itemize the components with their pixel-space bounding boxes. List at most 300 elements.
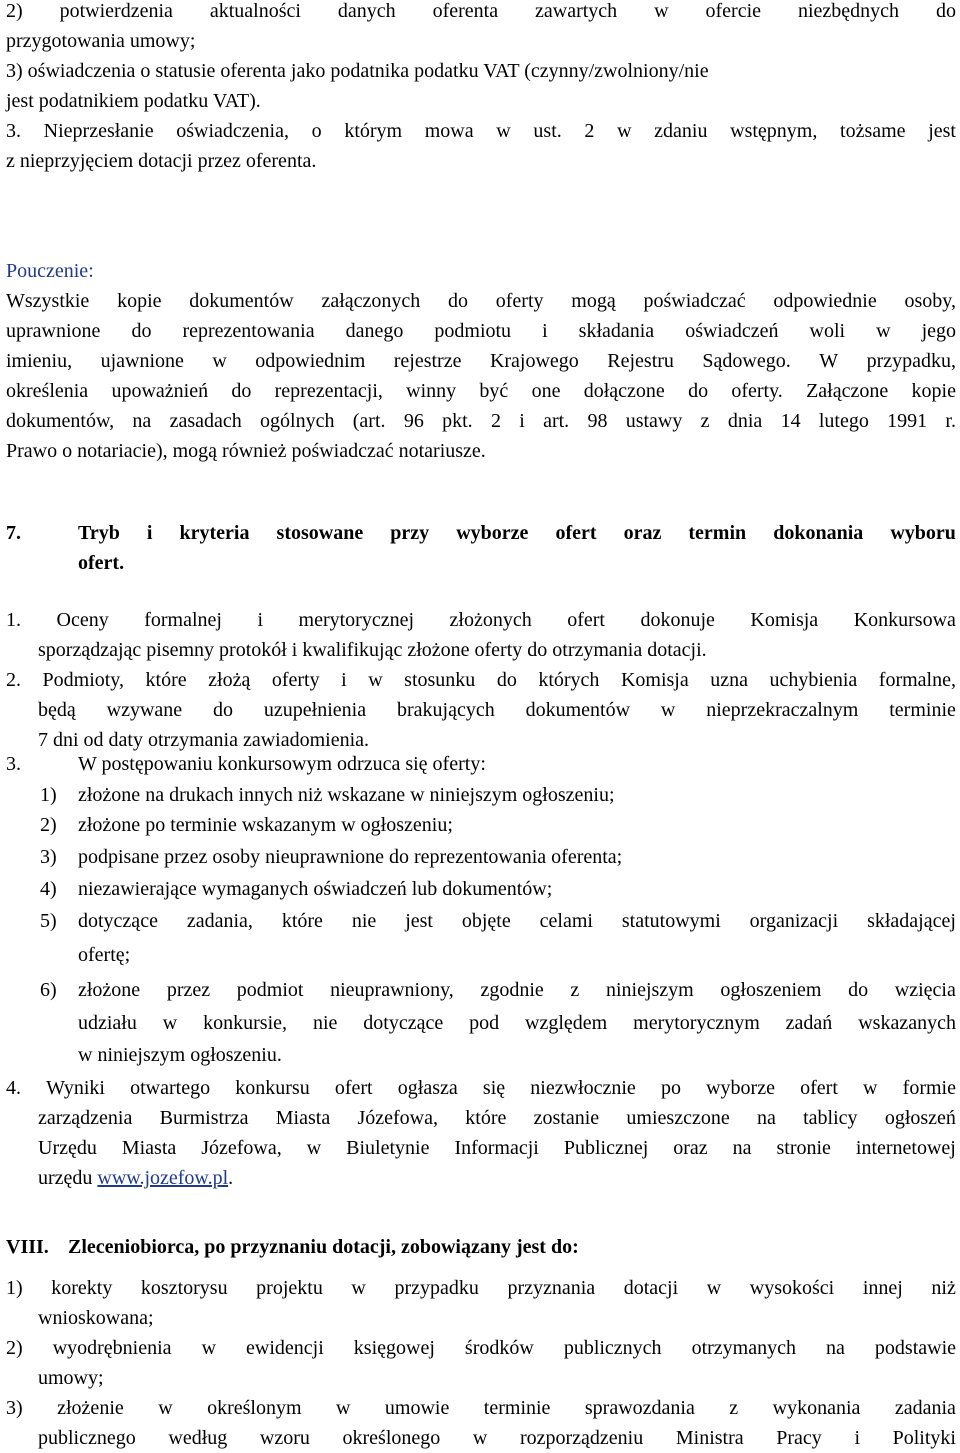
- text-line: [6, 316, 956, 346]
- word: innej: [862, 1277, 903, 1299]
- line-text: [6, 1393, 956, 1423]
- word: względem: [525, 1012, 608, 1034]
- item-text: [78, 1008, 956, 1038]
- word: kopie: [117, 290, 162, 312]
- item-text: w niniejszym ogłoszeniu.: [78, 1044, 282, 1066]
- item-text: złożone po terminie wskazanym w ogłoszeniu;: [78, 814, 453, 836]
- word: stosunku: [404, 669, 476, 691]
- line-text: [38, 1103, 956, 1133]
- word: dotacji: [623, 1277, 679, 1299]
- word: do: [448, 290, 469, 312]
- word: na: [826, 1337, 845, 1359]
- word: ofercie: [705, 0, 762, 22]
- word: ogólnych: [260, 410, 335, 432]
- item-number: 4): [40, 878, 57, 900]
- word: oraz: [673, 1137, 708, 1159]
- text-line: [6, 1103, 956, 1133]
- section-number: VIII.: [6, 1236, 49, 1258]
- word: wskazanych: [858, 1012, 956, 1034]
- line-text: [38, 1133, 956, 1163]
- pouczenie-section: [6, 256, 956, 466]
- line-text: [6, 1073, 956, 1103]
- word: formalne,: [878, 669, 956, 691]
- text-line: Prawo o notariacie), mogą również poświadczać notariusze.: [6, 440, 486, 462]
- item-text-line: [78, 906, 956, 936]
- word: reprezentowania: [182, 320, 315, 342]
- word: składania: [578, 320, 655, 342]
- word: przypadku: [394, 1277, 479, 1299]
- word: konkursu: [235, 1077, 310, 1099]
- word: ofert: [555, 522, 597, 544]
- word: których: [538, 669, 600, 691]
- word: wzięcia: [894, 979, 956, 1001]
- list-item: [6, 810, 956, 840]
- word: które: [465, 1107, 507, 1129]
- item-text: ofertę;: [78, 944, 131, 966]
- word: pod: [469, 1012, 500, 1034]
- word: do: [935, 0, 956, 22]
- word: na: [756, 1107, 776, 1129]
- word: tożsame: [840, 120, 906, 142]
- word: 14: [780, 410, 801, 432]
- word: Komisja: [750, 609, 819, 631]
- word: w: [472, 1427, 488, 1449]
- word: w: [162, 1012, 178, 1034]
- word: w: [351, 1277, 366, 1299]
- word: Tryb: [78, 522, 120, 544]
- word: Załączone: [806, 380, 889, 402]
- word: podstawie: [874, 1337, 956, 1359]
- word: ujawnione: [100, 350, 184, 372]
- word: 2): [6, 0, 23, 22]
- word: Konkursowa: [853, 609, 956, 631]
- word: lutego: [818, 410, 869, 432]
- word: odpowiednim: [255, 350, 366, 372]
- word: winny: [406, 380, 457, 402]
- word: (art.: [352, 410, 386, 432]
- word: udziału: [78, 1012, 137, 1034]
- word: termin: [688, 522, 747, 544]
- text-line: [6, 406, 956, 436]
- list-item-cont: [6, 940, 956, 970]
- word: korekty: [51, 1277, 113, 1299]
- word: 4.: [6, 1077, 21, 1099]
- word: Podmioty,: [42, 669, 125, 691]
- word: uchybienia: [769, 669, 858, 691]
- word: złożą: [208, 669, 251, 691]
- word: kosztorysu: [140, 1277, 228, 1299]
- item-text: [78, 906, 956, 936]
- word: złożonych: [449, 609, 532, 631]
- word: zdaniu: [654, 120, 708, 142]
- word: art.: [543, 410, 570, 432]
- item-text-line: [78, 1008, 956, 1038]
- word: i: [519, 410, 525, 432]
- word: 96: [403, 410, 424, 432]
- word: ogłasza: [397, 1077, 458, 1099]
- word: podmiot: [236, 979, 304, 1001]
- word: organizacji: [749, 910, 839, 932]
- word: do: [848, 979, 869, 1001]
- word: wzoru: [259, 1427, 310, 1449]
- word: Oceny: [56, 609, 109, 631]
- word: którym: [344, 120, 403, 142]
- point-4: [6, 1073, 956, 1193]
- word: i: [854, 1427, 860, 1449]
- word: Sądowego.: [702, 350, 791, 372]
- line-text: [6, 406, 956, 436]
- word: księgowej: [353, 1337, 435, 1359]
- line-text: [6, 316, 956, 346]
- word: 1991: [887, 410, 928, 432]
- point-number: 3.: [6, 753, 21, 775]
- word: 3): [6, 1397, 23, 1419]
- word: Rejestru: [607, 350, 674, 372]
- word: 2: [584, 120, 595, 142]
- word: statutowymi: [621, 910, 721, 932]
- item-text-line: [78, 975, 956, 1005]
- section-title-line: [78, 518, 956, 548]
- word: Józefowa,: [201, 1137, 282, 1159]
- word: kopie: [911, 380, 956, 402]
- website-link[interactable]: www.jozefow.pl: [97, 1167, 229, 1189]
- section-number: 7.: [6, 522, 21, 544]
- word: Burmistrza: [159, 1107, 249, 1129]
- line-text: [6, 116, 956, 146]
- word: będą: [38, 699, 76, 721]
- word: w: [660, 699, 676, 721]
- word: do: [688, 380, 709, 402]
- word: publicznego: [38, 1427, 136, 1449]
- word: Krajowego: [489, 350, 579, 372]
- word: po: [660, 1077, 681, 1099]
- word: dokonuje: [640, 609, 715, 631]
- section-title: Zleceniobiorca, po przyznaniu dotacji, zobowiązany jest do:: [68, 1236, 579, 1258]
- text-line: [6, 376, 956, 406]
- word: publicznych: [563, 1337, 662, 1359]
- word: zawartych: [535, 0, 618, 22]
- word: wzywane: [106, 699, 183, 721]
- word: złożenie: [57, 1397, 124, 1419]
- item-text: niezawierające wymaganych oświadczeń lub dokumentów;: [78, 878, 553, 900]
- text-line: [6, 1273, 956, 1303]
- word: jest: [928, 120, 956, 142]
- word: w: [876, 320, 891, 342]
- item-number: 3): [40, 846, 57, 868]
- word: internetowej: [855, 1137, 956, 1159]
- text-line: umowy;: [38, 1367, 104, 1389]
- word: oświadczenia,: [176, 120, 289, 142]
- word: stronie: [776, 1137, 831, 1159]
- word: w: [863, 1077, 878, 1099]
- word: mowa: [424, 120, 474, 142]
- item-text: podpisane przez osoby nieuprawnione do reprezentowania oferenta;: [78, 846, 623, 868]
- word: w: [158, 1397, 173, 1419]
- line-text: [6, 346, 956, 376]
- word: określonym: [207, 1397, 302, 1419]
- word: zadań: [785, 1012, 833, 1034]
- word: formalnej: [144, 609, 222, 631]
- word: tablicy: [803, 1107, 858, 1129]
- word: 1.: [6, 609, 21, 631]
- title-text: ofert.: [78, 552, 125, 574]
- word: jest: [405, 910, 433, 932]
- word: wyborze: [706, 1077, 775, 1099]
- word: aktualności: [209, 0, 301, 22]
- word: w: [496, 120, 511, 142]
- word: nie: [312, 1012, 338, 1034]
- line-text: [38, 695, 956, 725]
- word: projektu: [256, 1277, 323, 1299]
- text-line: 3) oświadczenia o statusie oferenta jako podatnika podatku VAT (czynny/zwolniony/nie: [6, 60, 709, 82]
- word: danych: [337, 0, 396, 22]
- item-text: [78, 975, 956, 1005]
- word: o: [311, 120, 322, 142]
- text-line: wnioskowana;: [38, 1307, 154, 1329]
- word: ewidencji: [246, 1337, 324, 1359]
- word: terminie: [889, 699, 956, 721]
- word: uzna: [710, 669, 748, 691]
- word: niniejszym: [605, 979, 694, 1001]
- text-line: [6, 605, 956, 635]
- word: określonego: [342, 1427, 441, 1449]
- word: dokumentów: [525, 699, 631, 721]
- word: z: [729, 1397, 739, 1419]
- word: w: [201, 1337, 217, 1359]
- word: rejestrze: [393, 350, 462, 372]
- line-text: [6, 0, 956, 26]
- word: uprawnione: [6, 320, 101, 342]
- item-number: 6): [40, 979, 57, 1001]
- word: rozporządzeniu: [519, 1427, 644, 1449]
- text-line: 7 dni od daty otrzymania zawiadomienia.: [38, 729, 370, 751]
- word: ofert: [567, 609, 605, 631]
- word: na: [732, 1137, 752, 1159]
- word: do: [213, 699, 234, 721]
- point-3: [6, 749, 956, 779]
- word: Urzędu: [38, 1137, 97, 1159]
- word: Miasta: [275, 1107, 331, 1129]
- word: złożone: [78, 979, 141, 1001]
- word: podmiotu: [434, 320, 512, 342]
- word: wykonania: [772, 1397, 861, 1419]
- title-text: [78, 518, 956, 548]
- word: wyodrębnienia: [52, 1337, 172, 1359]
- word: zadania,: [186, 910, 253, 932]
- text-line: przygotowania umowy;: [6, 30, 196, 52]
- word: nieprzekraczalnym: [706, 699, 859, 721]
- word: nieuprawniony,: [330, 979, 454, 1001]
- line-text: [38, 1423, 956, 1453]
- word: wyboru: [890, 522, 956, 544]
- word: w: [336, 1397, 351, 1419]
- word: oferenta: [432, 0, 499, 22]
- word: 2: [490, 410, 501, 432]
- word: oraz: [623, 522, 662, 544]
- section-8-heading: [6, 1232, 956, 1262]
- word: i: [146, 522, 153, 544]
- item-number: 5): [40, 910, 57, 932]
- word: ust.: [533, 120, 562, 142]
- word: ofert: [800, 1077, 838, 1099]
- line-text: [6, 376, 956, 406]
- word: przyznania: [507, 1277, 596, 1299]
- text-line: [6, 286, 956, 316]
- word: według: [168, 1427, 228, 1449]
- word: upoważnień: [111, 380, 209, 402]
- line-text: [6, 665, 956, 695]
- word: imieniu,: [6, 350, 73, 372]
- word: składającej: [867, 910, 956, 932]
- word: r.: [945, 410, 956, 432]
- line-text: [6, 1333, 956, 1363]
- word: pkt.: [442, 410, 473, 432]
- item-text: złożone na drukach innych niż wskazane w niniejszym ogłoszeniu;: [78, 784, 615, 806]
- word: mogą: [571, 290, 616, 312]
- word: objęte: [461, 910, 511, 932]
- list-item: [6, 874, 956, 904]
- word: otwartego: [130, 1077, 211, 1099]
- word: i: [341, 669, 347, 691]
- word: i: [257, 609, 264, 631]
- word: przy: [390, 522, 430, 544]
- word: być: [479, 380, 509, 402]
- word: dotyczące: [78, 910, 158, 932]
- text-line: [6, 1133, 956, 1163]
- word: przypadku,: [866, 350, 956, 372]
- word: niezbędnych: [797, 0, 900, 22]
- list-item-cont: [6, 1008, 956, 1038]
- line-text: .: [228, 1167, 234, 1189]
- list-item: [6, 975, 956, 1005]
- word: z: [700, 410, 710, 432]
- word: 2): [6, 1337, 23, 1359]
- word: sprawozdania: [584, 1397, 695, 1419]
- word: 1): [6, 1277, 23, 1299]
- word: ogłoszeń: [884, 1107, 956, 1129]
- word: do: [131, 320, 152, 342]
- word: Wyniki: [46, 1077, 105, 1099]
- word: dotyczące: [363, 1012, 444, 1034]
- list-item: [6, 906, 956, 936]
- section-7-body: [6, 605, 956, 755]
- text-line: [6, 665, 956, 695]
- word: wysokości: [749, 1277, 835, 1299]
- word: W: [819, 350, 839, 372]
- word: Biuletynie: [346, 1137, 430, 1159]
- word: środków: [464, 1337, 534, 1359]
- word: umowie: [384, 1397, 450, 1419]
- line-text: [6, 605, 956, 635]
- word: 2.: [6, 669, 21, 691]
- line-text: urzędu: [38, 1167, 98, 1189]
- word: 98: [587, 410, 608, 432]
- word: do: [231, 380, 252, 402]
- word: terminie: [483, 1397, 551, 1419]
- word: Józefowa,: [357, 1107, 438, 1129]
- list-item-cont: [6, 1040, 956, 1070]
- word: z: [570, 979, 580, 1001]
- word: nie: [351, 910, 377, 932]
- item-number: 1): [40, 784, 57, 806]
- word: się: [482, 1077, 506, 1099]
- list-item: [6, 842, 956, 872]
- word: w: [212, 350, 227, 372]
- word: wyborze: [456, 522, 529, 544]
- section-8-body: [6, 1273, 956, 1453]
- word: w: [617, 120, 632, 142]
- section-7-heading: [6, 518, 956, 548]
- word: określenia: [6, 380, 89, 402]
- word: formie: [902, 1077, 956, 1099]
- word: ogłoszeniem: [720, 979, 822, 1001]
- word: zadania: [894, 1397, 956, 1419]
- word: Informacji: [454, 1137, 539, 1159]
- word: na: [132, 410, 152, 432]
- text-line: [6, 1333, 956, 1363]
- word: zgodnie: [480, 979, 544, 1001]
- word: woli: [809, 320, 846, 342]
- text-line: [6, 695, 956, 725]
- word: 3.: [6, 120, 21, 142]
- word: zasadach: [169, 410, 242, 432]
- item-number: 2): [40, 814, 57, 836]
- word: które: [145, 669, 187, 691]
- word: oferty: [495, 290, 544, 312]
- word: które: [281, 910, 323, 932]
- word: celami: [539, 910, 593, 932]
- section-7-heading-cont: [6, 548, 956, 578]
- top-continuation: [6, 0, 956, 176]
- word: niż: [931, 1277, 956, 1299]
- word: Nieprzesłanie: [43, 120, 154, 142]
- word: one: [531, 380, 561, 402]
- word: reprezentacji,: [274, 380, 383, 402]
- text-line: [6, 1423, 956, 1453]
- text-line: [6, 1163, 956, 1193]
- word: dokumentów,: [6, 410, 115, 432]
- word: i: [542, 320, 548, 342]
- text-line: z nieprzyjęciem dotacji przez oferenta.: [6, 150, 317, 172]
- text-line: [6, 346, 956, 376]
- list-item: [6, 780, 956, 810]
- text-line: sporządzając pisemny protokół i kwalifikując złożone oferty do otrzymania dotacji.: [38, 639, 707, 661]
- word: w: [306, 1137, 322, 1159]
- text-line: [6, 1393, 956, 1423]
- word: załączonych: [321, 290, 421, 312]
- word: dołączone: [583, 380, 665, 402]
- word: oświadczeń: [685, 320, 779, 342]
- word: w: [368, 669, 383, 691]
- word: uzupełnienia: [263, 699, 367, 721]
- line-text: [6, 286, 956, 316]
- word: oferty.: [731, 380, 783, 402]
- word: jego: [921, 320, 956, 342]
- word: Miasta: [121, 1137, 177, 1159]
- text-line: jest podatnikiem podatku VAT).: [6, 90, 261, 112]
- word: zarządzenia: [38, 1107, 133, 1129]
- pouczenie-heading: Pouczenie:: [6, 260, 94, 282]
- text-line: [6, 0, 956, 26]
- word: stosowane: [276, 522, 364, 544]
- word: w: [706, 1277, 722, 1299]
- word: dnia: [727, 410, 763, 432]
- word: w: [654, 0, 669, 22]
- word: Publicznej: [563, 1137, 649, 1159]
- line-text: [6, 1273, 956, 1303]
- word: danego: [345, 320, 404, 342]
- word: niezwłocznie: [530, 1077, 636, 1099]
